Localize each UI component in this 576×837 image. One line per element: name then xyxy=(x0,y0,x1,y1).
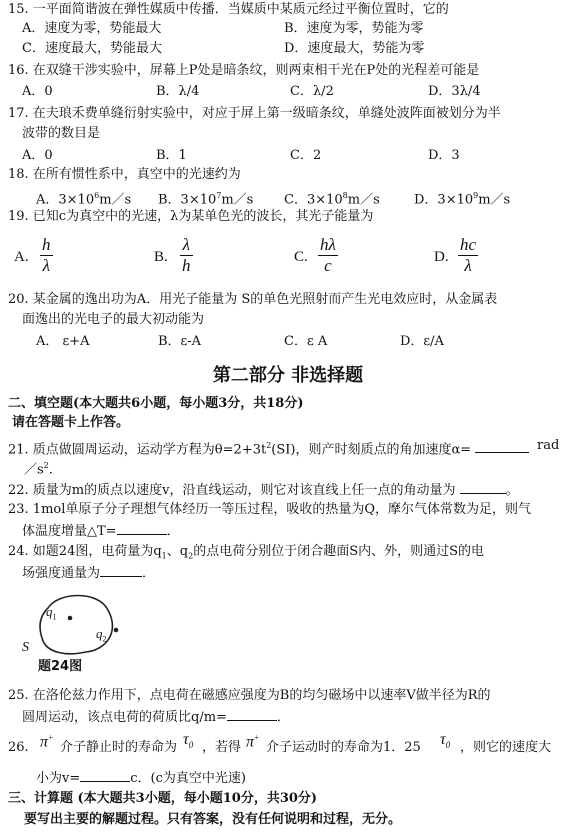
q20-stem-line2: 面逸出的光电子的最大初动能为 xyxy=(22,312,205,327)
q18-option-c-exp: 8 xyxy=(342,191,348,200)
fig-label-s: S xyxy=(22,640,29,655)
q19-option-a-numerator: h xyxy=(42,235,51,254)
q24-end: ． xyxy=(142,566,156,581)
q19-option-d-numerator: hc xyxy=(460,235,477,254)
q18-option-d-exp: 9 xyxy=(473,191,479,200)
fig-q1-letter: q xyxy=(46,604,53,619)
calc-section-heading: 三、计算题 (本大题共3小题，每小题10分，共30分) xyxy=(8,791,318,806)
q26-text-c: 介子运动时的寿命为1．25 xyxy=(266,740,421,755)
fill-section-note: 请在答题卡上作答。 xyxy=(12,415,130,430)
q21-exponent: 2 xyxy=(266,441,272,450)
q26-tau-sub-b: 0 xyxy=(445,740,451,751)
q26-pion-symbol-2 xyxy=(246,733,259,751)
q26-plus-2: + xyxy=(254,733,260,742)
q16-option-b: B．λ/4 xyxy=(156,84,200,99)
q22-end: 。 xyxy=(505,483,519,498)
q20-option-a: A． ε+A xyxy=(36,334,90,349)
q17-option-b: B．1 xyxy=(156,148,187,163)
q15-option-a: A．速度为零，势能最大 xyxy=(22,21,162,36)
q18-option-a-exp: 6 xyxy=(94,191,100,200)
q18-option-d-base: D．3×10 xyxy=(414,192,474,208)
q26-answer-blank xyxy=(80,769,130,782)
q26-text-f: c．(c为真空中光速) xyxy=(130,771,246,786)
q16-option-a: A．0 xyxy=(22,84,53,99)
q26-text-e: 小为v= xyxy=(36,771,81,786)
q21-line2 xyxy=(24,458,53,478)
q21-text-b: (SI)，则产时刻质点的角加速度α= xyxy=(271,442,472,458)
q19-option-b-label: B. xyxy=(154,249,168,265)
q20-stem-line1: 20. 某金属的逸出功为A．用光子能量为 S的单色光照射而产生光电效应时，从金属表 xyxy=(8,292,498,307)
q15-option-c: C．速度最大，势能最大 xyxy=(22,41,162,56)
fig-q2-sub: 2 xyxy=(102,634,107,644)
q18-option-c-base: C．3×10 xyxy=(284,192,343,208)
q19-option-c-fraction xyxy=(318,236,338,275)
q26-tau-b: τ xyxy=(440,731,446,748)
q21-text-a: 21. 质点做圆周运动，运动学方程为θ=2+3t xyxy=(8,442,267,458)
part-two-heading: 第二部分 非选择题 xyxy=(212,365,364,386)
q15-stem: 15. 一平面简谐波在弹性媒质中传播．当媒质中某质元经过平衡位置时，它的 xyxy=(8,2,449,17)
q19-option-d-fraction xyxy=(458,236,478,275)
q23-end: ． xyxy=(166,524,180,539)
q21-line1 xyxy=(8,438,529,458)
q18-option-d xyxy=(414,188,510,208)
q26-label: 26. xyxy=(8,740,29,755)
q18-stem: 18. 在所有惯性系中，真空中的光速约为 xyxy=(8,167,241,182)
q18-option-d-unit: m／s xyxy=(478,192,511,208)
q17-stem-line2: 波带的数目是 xyxy=(22,126,101,141)
charge-q2-dot xyxy=(114,628,119,633)
q16-stem: 16. 在双缝干涉实验中，屏幕上P处是暗条纹，则两束相干光在P处的光程差可能是 xyxy=(8,63,480,78)
q17-stem-line1: 17. 在夫琅禾费单缝衍射实验中，对应于屏上第一级暗条纹，单缝处波阵面被划分为半 xyxy=(8,106,501,121)
q26-text-d: ，则它的速度大 xyxy=(460,740,552,755)
q23-line2 xyxy=(22,522,180,540)
q18-option-b xyxy=(158,188,253,208)
q21-unit-cont: ／s xyxy=(24,462,44,478)
q25-end: ． xyxy=(276,710,290,725)
q19-option-c-label: C. xyxy=(294,249,308,265)
q18-option-c-unit: m／s xyxy=(347,192,380,208)
q23-line1: 23. 1mol单原子分子理想气体经历一等压过程，吸收的热量为Q，摩尔气体常数为足，则气 xyxy=(8,502,532,517)
calc-section-note: 要写出主要的解题过程。只有答案，没有任何说明和过程，无分。 xyxy=(24,812,402,827)
q26-tau: τ xyxy=(183,731,189,748)
q21-unit-exp: 2 xyxy=(43,461,49,470)
q20-option-c: C．ε A xyxy=(284,334,328,349)
q24-sub2: 2 xyxy=(188,551,194,561)
fig-q2-letter: q xyxy=(96,626,103,641)
q24-text-b: 、q xyxy=(166,544,189,559)
q20-option-d: D．ε/A xyxy=(400,334,444,349)
fig-label-q1 xyxy=(46,604,57,622)
figure-24-diagram xyxy=(28,590,128,670)
q15-option-d: D．速度最大，势能为零 xyxy=(284,41,425,56)
q21-unit: rad xyxy=(537,438,560,453)
q24-text-a: 24. 如题24图，电荷量为q xyxy=(8,544,162,559)
q25-answer-blank xyxy=(227,708,277,721)
q24-text-c: 的点电荷分别位于闭合趣面S内、外，则通过S的电 xyxy=(193,544,484,559)
q26-plus: + xyxy=(48,733,54,742)
q19-option-c-numerator: hλ xyxy=(320,235,336,254)
q19-option-b-numerator: λ xyxy=(182,235,190,254)
q16-option-c: C．λ/2 xyxy=(290,84,334,99)
q19-option-c-denominator: c xyxy=(324,256,332,275)
q23-text-b: 体温度增量△T= xyxy=(22,524,117,539)
q19-stem: 19. 已知c为真空中的光速，λ为某单色光的波长，其光子能量为 xyxy=(8,209,374,224)
q26-tau-sub: 0 xyxy=(188,740,194,751)
q18-option-a-base: A．3×10 xyxy=(36,192,95,208)
q19-option-b-fraction xyxy=(180,236,193,275)
q18-option-b-unit: m／s xyxy=(221,192,254,208)
fig-q1-sub: 1 xyxy=(52,612,57,622)
q26-tau-2 xyxy=(440,731,450,750)
fill-section-heading: 二、填空题(本大题共6小题，每小题3分，共18分) xyxy=(8,396,304,411)
fig-label-q2 xyxy=(96,626,107,644)
q26-text-a: 介子静止时的寿命为 xyxy=(60,740,178,755)
fig-caption: 题24图 xyxy=(38,659,83,674)
q19-option-a-label: A. xyxy=(14,249,29,265)
q24-sub1: 1 xyxy=(161,551,167,561)
q19-option-a-fraction xyxy=(40,236,53,275)
q26-pion-symbol-1 xyxy=(40,733,53,751)
q17-option-d: D．3 xyxy=(428,148,460,163)
q24-text-d: 场强度通量为 xyxy=(22,566,101,581)
q19-option-a-denominator: λ xyxy=(42,256,50,275)
q16-option-d: D．3λ/4 xyxy=(428,84,481,99)
q18-option-c xyxy=(284,188,380,208)
q25-line2 xyxy=(22,708,290,726)
q26-line2 xyxy=(36,769,246,787)
q23-answer-blank xyxy=(117,522,167,535)
q22-answer-blank xyxy=(460,481,506,494)
charge-q1-dot xyxy=(68,616,73,621)
q19-option-d-label: D. xyxy=(434,249,449,265)
q17-option-a: A．0 xyxy=(22,148,53,163)
q25-line1: 25. 在洛伦兹力作用下，点电荷在磁感应强度为B的均匀磁场中以速率V做半径为R的 xyxy=(8,688,491,703)
q26-pi: π xyxy=(40,733,49,751)
q24-line2 xyxy=(22,564,155,582)
q15-option-b: B．速度为零，势能为零 xyxy=(284,21,424,36)
q19-option-b-denominator: h xyxy=(182,256,191,275)
q20-option-b: B．ε-A xyxy=(158,334,202,349)
q22-line xyxy=(8,481,519,499)
q18-option-b-base: B．3×10 xyxy=(158,192,217,208)
q26-pi-2: π xyxy=(246,733,255,751)
q18-option-a xyxy=(36,188,131,208)
q19-option-d-denominator: λ xyxy=(464,256,472,275)
q22-text: 22. 质量为m的质点以速度v，沿直线运动，则它对该直线上任一点的角动量为 xyxy=(8,483,456,498)
q25-text-b: 圆周运动，该点电荷的荷质比q/m= xyxy=(22,710,227,725)
q21-end: . xyxy=(48,462,53,478)
q24-line1 xyxy=(8,544,484,565)
q21-answer-blank xyxy=(475,440,529,453)
q18-option-b-exp: 7 xyxy=(216,191,222,200)
q24-answer-blank xyxy=(100,564,142,577)
q17-option-c: C．2 xyxy=(290,148,322,163)
q18-option-a-unit: m／s xyxy=(99,192,132,208)
q26-text-b: ，若得 xyxy=(202,740,242,755)
q26-tau-1 xyxy=(183,731,193,750)
